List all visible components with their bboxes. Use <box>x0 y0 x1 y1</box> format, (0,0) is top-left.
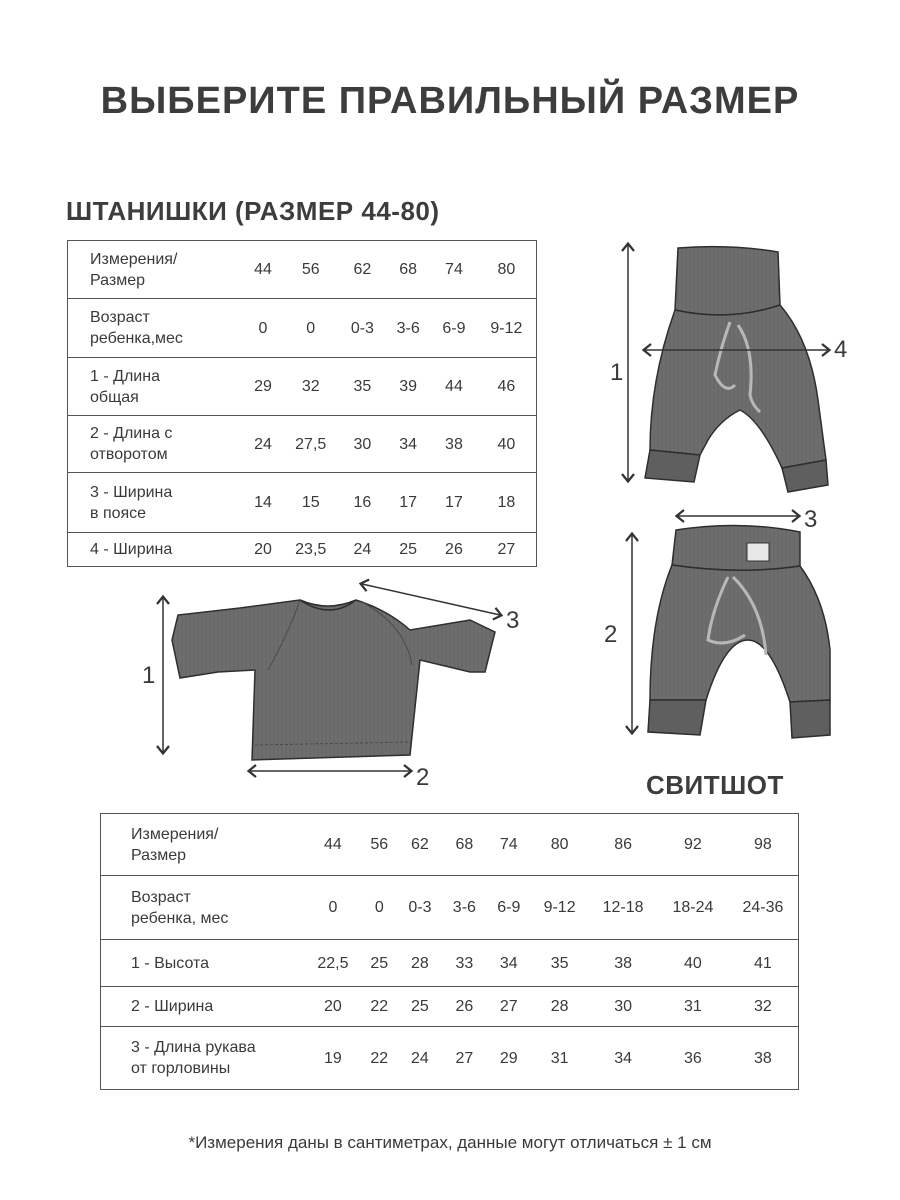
table-cell: 33 <box>442 940 486 987</box>
sweat-marker-3: 3 <box>506 607 520 634</box>
table-cell: 25 <box>361 940 398 987</box>
table-cell: 24 <box>244 416 282 473</box>
row-label-line: Размер <box>131 846 186 864</box>
row-label-line: 4 - Ширина <box>90 541 173 558</box>
table-cell: 17 <box>431 473 477 533</box>
table-cell: 38 <box>431 416 477 473</box>
row-label-line: Измерения/ <box>90 250 178 268</box>
table-cell: 28 <box>531 987 588 1027</box>
table-cell: 80 <box>477 241 537 299</box>
row-label-line: Возраст <box>131 888 191 906</box>
table-cell: 44 <box>431 358 477 416</box>
pants-back-marker-2: 2 <box>604 621 618 648</box>
table-cell: 29 <box>244 358 282 416</box>
table-cell: 9-12 <box>477 299 537 358</box>
row-label-line: ребенка,мес <box>90 330 183 347</box>
row-label-line: 3 - Ширина <box>90 483 173 501</box>
table-cell: 44 <box>244 241 282 299</box>
table-cell: 80 <box>531 814 588 876</box>
table-cell: 40 <box>658 940 728 987</box>
table-cell: 25 <box>385 533 431 567</box>
table-cell: 0 <box>244 299 282 358</box>
table-cell: 29 <box>487 1027 531 1090</box>
table-cell: 31 <box>658 987 728 1027</box>
table-cell: 56 <box>361 814 398 876</box>
table-cell: 35 <box>340 358 386 416</box>
row-label-line: 2 - Ширина <box>131 998 214 1015</box>
row-label-line: от горловины <box>131 1060 231 1077</box>
table-cell: 0-3 <box>398 876 442 940</box>
table-cell: 26 <box>442 987 486 1027</box>
sweat-marker-1: 1 <box>142 662 156 689</box>
sweatshirt-heading: СВИТШОТ <box>646 770 784 800</box>
row-label-line: Возраст <box>90 309 150 326</box>
table-cell: 56 <box>282 241 340 299</box>
row-label-line: 1 - Длина <box>90 367 160 385</box>
table-cell: 23,5 <box>282 533 340 567</box>
table-cell: 25 <box>398 987 442 1027</box>
table-cell: 86 <box>588 814 658 876</box>
table-cell: 98 <box>728 814 799 876</box>
row-label-line: ребенка, мес <box>131 909 229 927</box>
row-label-line: Измерения/ <box>131 825 219 843</box>
pants-front-marker-4: 4 <box>834 336 848 363</box>
table-cell: 38 <box>588 940 658 987</box>
sweatshirt-illustration <box>142 584 519 791</box>
table-cell: 15 <box>282 473 340 533</box>
footnote: *Измерения даны в сантиметрах, данные могут отличаться ± 1 см <box>188 1133 712 1152</box>
table-cell: 34 <box>487 940 531 987</box>
table-cell: 12-18 <box>588 876 658 940</box>
page-title: ВЫБЕРИТЕ ПРАВИЛЬНЫЙ РАЗМЕР <box>100 80 800 122</box>
table-cell: 34 <box>385 416 431 473</box>
row-label-line: 1 - Высота <box>131 954 210 972</box>
table-cell: 19 <box>305 1027 361 1090</box>
table-cell: 0 <box>282 299 340 358</box>
table-cell: 16 <box>340 473 386 533</box>
table-cell: 68 <box>442 814 486 876</box>
table-cell: 32 <box>728 987 799 1027</box>
table-cell: 26 <box>431 533 477 567</box>
table-cell: 30 <box>340 416 386 473</box>
table-cell: 3-6 <box>442 876 486 940</box>
pants-back-marker-3: 3 <box>804 506 818 533</box>
table-cell: 74 <box>487 814 531 876</box>
pants-heading: ШТАНИШКИ (РАЗМЕР 44-80) <box>66 196 440 226</box>
table-cell: 0 <box>361 876 398 940</box>
pants-front-marker-1: 1 <box>610 359 624 386</box>
table-cell: 30 <box>588 987 658 1027</box>
table-cell: 28 <box>398 940 442 987</box>
table-cell: 20 <box>305 987 361 1027</box>
row-label-line: Размер <box>90 271 145 289</box>
table-cell: 24 <box>340 533 386 567</box>
table-cell: 24-36 <box>728 876 799 940</box>
table-cell: 3-6 <box>385 299 431 358</box>
table-cell: 27 <box>442 1027 486 1090</box>
table-cell: 18 <box>477 473 537 533</box>
table-cell: 20 <box>244 533 282 567</box>
table-cell: 0 <box>305 876 361 940</box>
row-label-line: 3 - Длина рукава <box>131 1039 256 1056</box>
pants-back-illustration <box>604 506 830 738</box>
table-cell: 74 <box>431 241 477 299</box>
table-cell: 36 <box>658 1027 728 1090</box>
table-cell: 27 <box>487 987 531 1027</box>
table-cell: 46 <box>477 358 537 416</box>
row-label-line: 2 - Длина с <box>90 425 173 442</box>
table-cell: 0-3 <box>340 299 386 358</box>
table-cell: 14 <box>244 473 282 533</box>
table-cell: 39 <box>385 358 431 416</box>
table-cell: 40 <box>477 416 537 473</box>
table-cell: 62 <box>398 814 442 876</box>
table-cell: 27 <box>477 533 537 567</box>
table-cell: 18-24 <box>658 876 728 940</box>
table-cell: 38 <box>728 1027 799 1090</box>
table-cell: 27,5 <box>282 416 340 473</box>
table-cell: 92 <box>658 814 728 876</box>
table-cell: 22,5 <box>305 940 361 987</box>
table-cell: 68 <box>385 241 431 299</box>
table-cell: 17 <box>385 473 431 533</box>
table-cell: 24 <box>398 1027 442 1090</box>
table-cell: 62 <box>340 241 386 299</box>
table-cell: 32 <box>282 358 340 416</box>
row-label-line: общая <box>90 388 139 406</box>
table-cell: 35 <box>531 940 588 987</box>
table-cell: 6-9 <box>487 876 531 940</box>
pants-front-illustration <box>610 245 847 492</box>
table-cell: 22 <box>361 987 398 1027</box>
table-cell: 31 <box>531 1027 588 1090</box>
table-cell: 34 <box>588 1027 658 1090</box>
table-cell: 44 <box>305 814 361 876</box>
table-cell: 6-9 <box>431 299 477 358</box>
row-label-line: в поясе <box>90 504 147 522</box>
row-label-line: отворотом <box>90 446 168 463</box>
sweat-marker-2: 2 <box>416 764 430 791</box>
table-cell: 22 <box>361 1027 398 1090</box>
table-cell: 9-12 <box>531 876 588 940</box>
table-cell: 41 <box>728 940 799 987</box>
